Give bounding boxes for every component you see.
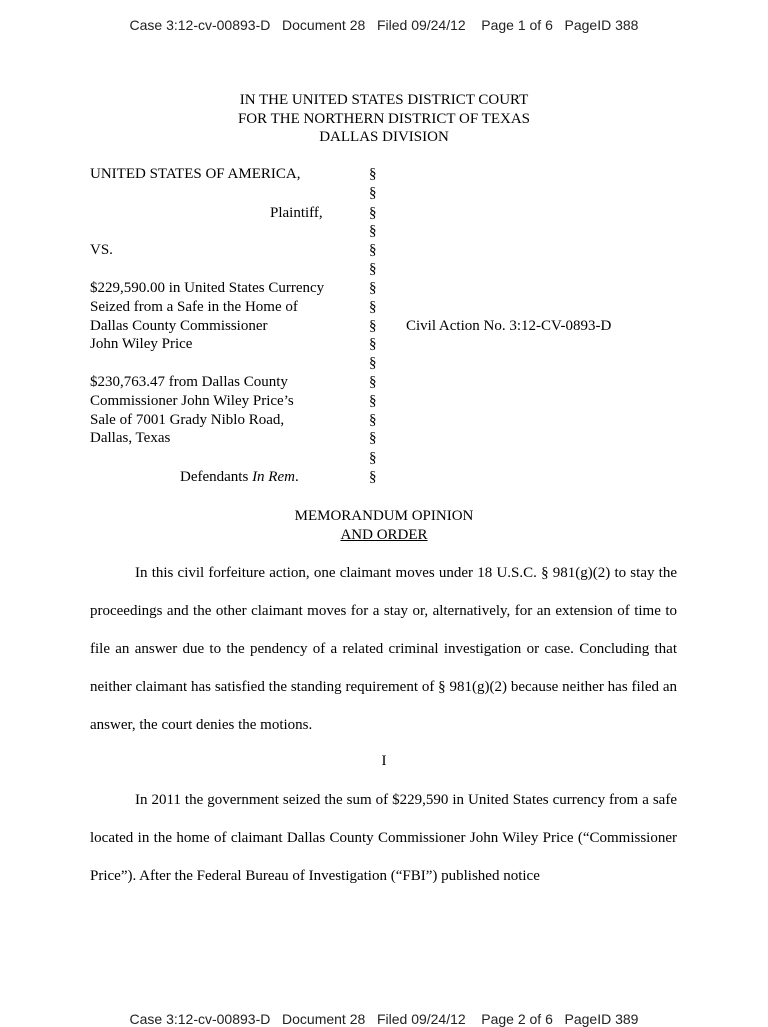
section-mark: § <box>369 412 377 428</box>
paragraph-background: In 2011 the government seized the sum of $229,590 in United States currency from a safe located in the home of claimant Dallas County Commissioner John Wiley Price (“Commissioner Price”). After the Federal Bureau of Investigation (“FBI”) published notice <box>90 792 677 884</box>
page-header: Case 3:12-cv-00893-D Document 28 Filed 09/24/12 Page 1 of 6 PageID 388 <box>129 17 639 33</box>
section-mark: § <box>369 355 377 371</box>
court-line-1: IN THE UNITED STATES DISTRICT COURT <box>239 92 529 108</box>
section-mark: § <box>369 223 377 239</box>
section-mark: § <box>369 450 377 466</box>
section-mark: § <box>369 299 377 315</box>
title-line-2: AND ORDER <box>340 527 428 543</box>
court-heading <box>0 91 768 147</box>
title-line-1: MEMORANDUM OPINION <box>294 508 474 524</box>
plaintiff-role: Plaintiff, <box>270 205 323 221</box>
next-page-header: Case 3:12-cv-00893-D Document 28 Filed 09/24/12 Page 2 of 6 PageID 389 <box>129 1011 639 1027</box>
section-mark: § <box>369 205 377 221</box>
section-mark: § <box>369 430 377 446</box>
court-line-3: DALLAS DIVISION <box>319 129 449 145</box>
defendant1-line-2: Seized from a Safe in the Home of <box>90 299 298 315</box>
section-mark: § <box>369 336 377 352</box>
section-mark: § <box>369 469 377 485</box>
civil-action-number: Civil Action No. 3:12-CV-0893-D <box>406 318 612 334</box>
defendant1-line-3: Dallas County Commissioner <box>90 318 268 334</box>
section-heading: I <box>381 753 387 769</box>
defendant2-line-2: Commissioner John Wiley Price’s <box>90 393 294 409</box>
defendant2-line-4: Dallas, Texas <box>90 430 171 446</box>
plaintiff-name: UNITED STATES OF AMERICA, <box>90 166 301 182</box>
section-mark: § <box>369 242 377 258</box>
section-mark: § <box>369 318 377 334</box>
section-mark: § <box>369 166 377 182</box>
document-title <box>0 507 768 545</box>
defendant2-line-1: $230,763.47 from Dallas County <box>90 374 288 390</box>
section-mark: § <box>369 261 377 277</box>
defendant2-line-3: Sale of 7001 Grady Niblo Road, <box>90 412 285 428</box>
defendant1-line-4: John Wiley Price <box>90 336 193 352</box>
defendants-role <box>180 469 299 486</box>
section-mark: § <box>369 280 377 296</box>
defendant1-line-1: $229,590.00 in United States Currency <box>90 280 325 296</box>
section-mark: § <box>369 393 377 409</box>
section-mark: § <box>369 185 377 201</box>
defendants-role-prefix: Defendants <box>180 469 253 485</box>
versus-label: VS. <box>90 242 113 258</box>
paragraph-intro: In this civil forfeiture action, one claimant moves under 18 U.S.C. § 981(g)(2) to stay the proceedings and the other claimant moves for a stay or, alternatively, for an extension of time to file an answer due to the pendency of a related criminal investigation or case. Concluding that neither claimant has satisfied the standing requirement of § 981(g)(2) because neither has filed an answer, the court denies the motions. <box>90 565 677 733</box>
section-mark: § <box>369 374 377 390</box>
court-line-2: FOR THE NORTHERN DISTRICT OF TEXAS <box>237 110 531 127</box>
defendants-role-suffix: . <box>294 469 299 485</box>
defendants-role-italic: In Rem <box>252 469 295 485</box>
